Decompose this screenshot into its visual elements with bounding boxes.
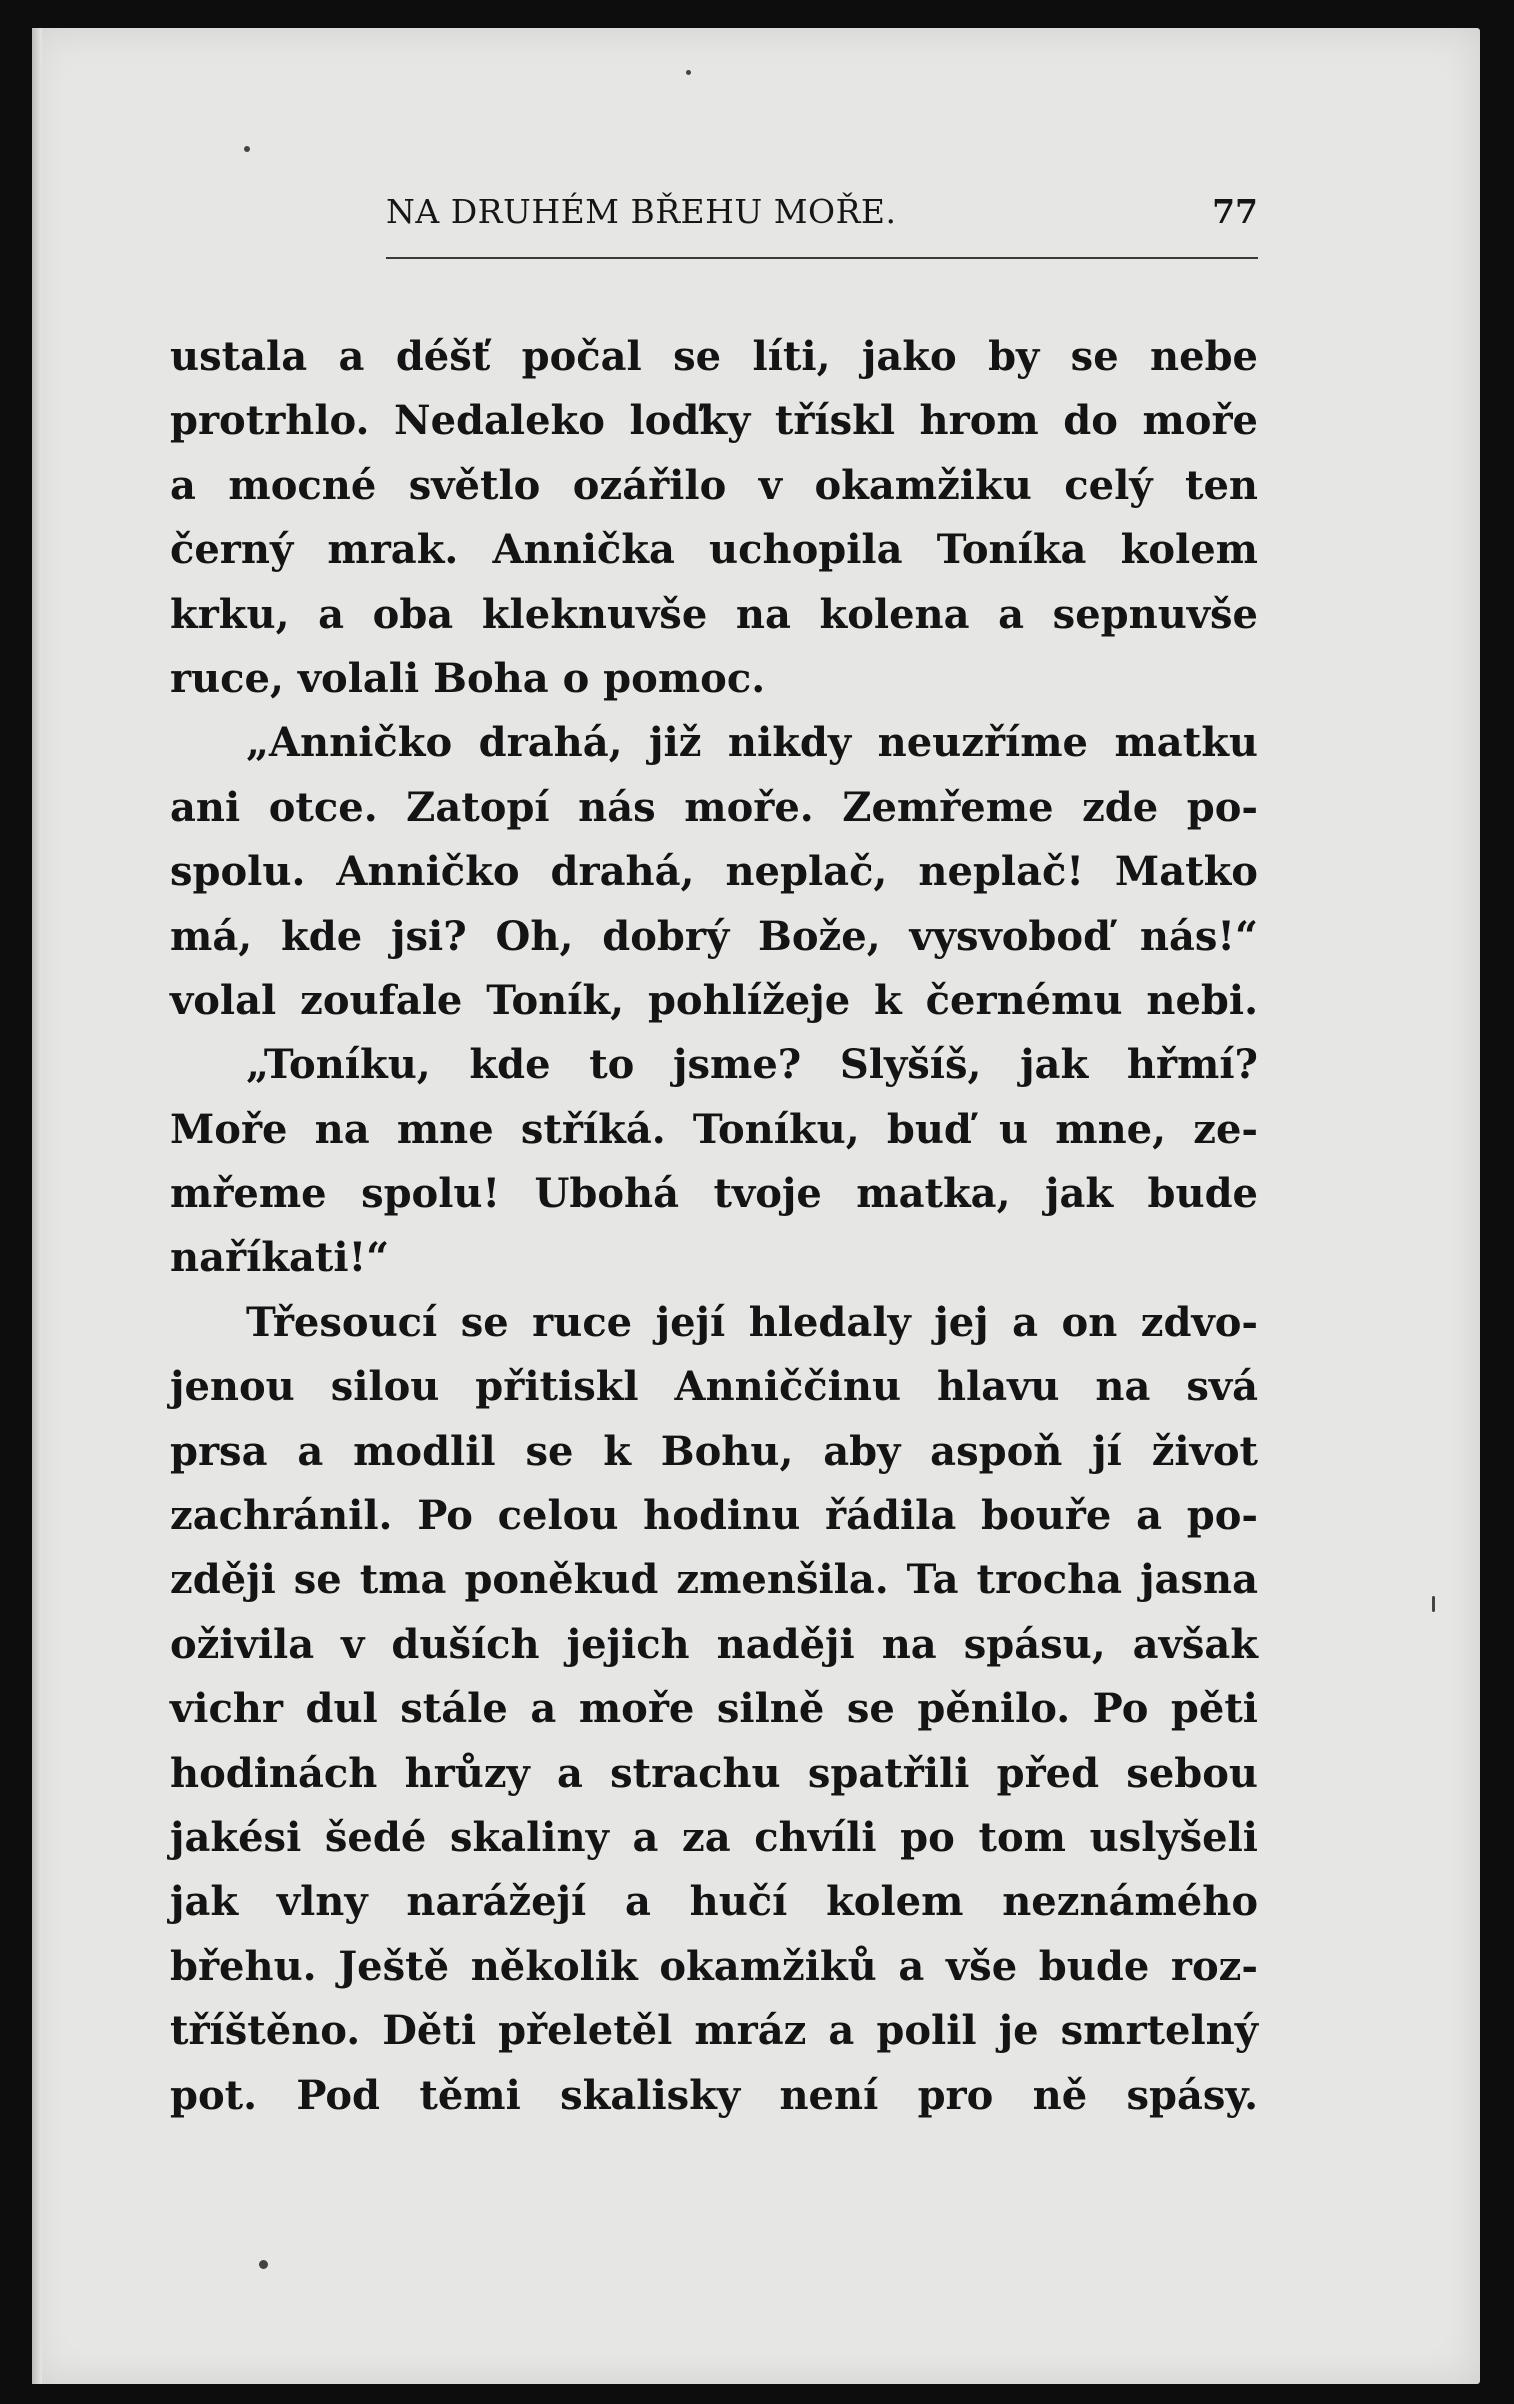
text-line: břehu. Ještě několik okamžiků a vše bude roz-: [170, 1942, 1258, 1990]
print-speck: [244, 146, 250, 152]
body-text: [170, 325, 1258, 2128]
text-line: a mocné světlo ozářilo v okamžiku celý ten: [170, 461, 1258, 509]
page-edge-shadow: [32, 28, 42, 2384]
text-line: hodinách hrůzy a strachu spatřili před sebou: [170, 1749, 1258, 1797]
text-line: „Toníku, kde to jsme? Slyšíš, jak hřmí?: [246, 1041, 1258, 1089]
text-line: má, kde jsi? Oh, dobrý Bože, vysvoboď nás!“: [170, 912, 1258, 960]
header-rule: [386, 257, 1258, 259]
text-line: zději se tma poněkud zmenšila. Ta trocha jasna: [170, 1556, 1258, 1604]
text-line: prsa a modlil se k Bohu, aby aspoň jí život: [170, 1427, 1258, 1475]
text-line: zachránil. Po celou hodinu řádila bouře a po-: [170, 1492, 1258, 1540]
text-line: ruce, volali Boha o pomoc.: [170, 654, 766, 702]
print-speck: [259, 2260, 268, 2269]
text-line: „Anničko drahá, již nikdy neuzříme matku: [246, 719, 1258, 767]
running-head: [386, 192, 1258, 242]
text-line: jakési šedé skaliny a za chvíli po tom uslyšeli: [170, 1813, 1258, 1861]
text-line: protrhlo. Nedaleko loďky třískl hrom do moře: [170, 397, 1258, 445]
text-line: spolu. Anničko drahá, neplač, neplač! Matko: [170, 848, 1258, 896]
print-speck: [686, 70, 691, 75]
text-line: jak vlny narážejí a hučí kolem neznámého: [170, 1878, 1258, 1926]
text-line: jenou silou přitiskl Anniččinu hlavu na svá: [170, 1363, 1258, 1411]
text-line: tříštěno. Děti přeletěl mráz a polil je smrtelný: [170, 2007, 1258, 2055]
text-line: pot. Pod těmi skalisky není pro ně spásy.: [170, 2071, 1258, 2119]
text-line: ustala a déšť počal se líti, jako by se nebe: [170, 333, 1258, 380]
text-line: Třesoucí se ruce její hledaly jej a on zdvo-: [246, 1298, 1258, 1346]
text-line: oživila v duších jejich naději na spásu, avšak: [170, 1620, 1258, 1668]
text-line: černý mrak. Annička uchopila Toníka kolem: [170, 526, 1258, 574]
text-line: ani otce. Zatopí nás moře. Zemřeme zde po-: [170, 783, 1258, 831]
text-line: krku, a oba kleknuvše na kolena a sepnuvše: [170, 590, 1258, 638]
text-line: Moře na mne stříká. Toníku, buď u mne, ze-: [170, 1105, 1258, 1153]
page-number: 77: [1212, 192, 1258, 231]
text-line: volal zoufale Toník, pohlížeje k černému nebi.: [170, 976, 1258, 1024]
text-line: vichr dul stále a moře silně se pěnilo. Po pěti: [170, 1685, 1258, 1733]
print-speck: [1432, 1596, 1435, 1612]
text-line: mřeme spolu! Ubohá tvoje matka, jak bude: [170, 1170, 1258, 1218]
text-line: naříkati!“: [170, 1234, 390, 1282]
running-head-title: NA DRUHÉM BŘEHU MOŘE.: [386, 192, 897, 231]
